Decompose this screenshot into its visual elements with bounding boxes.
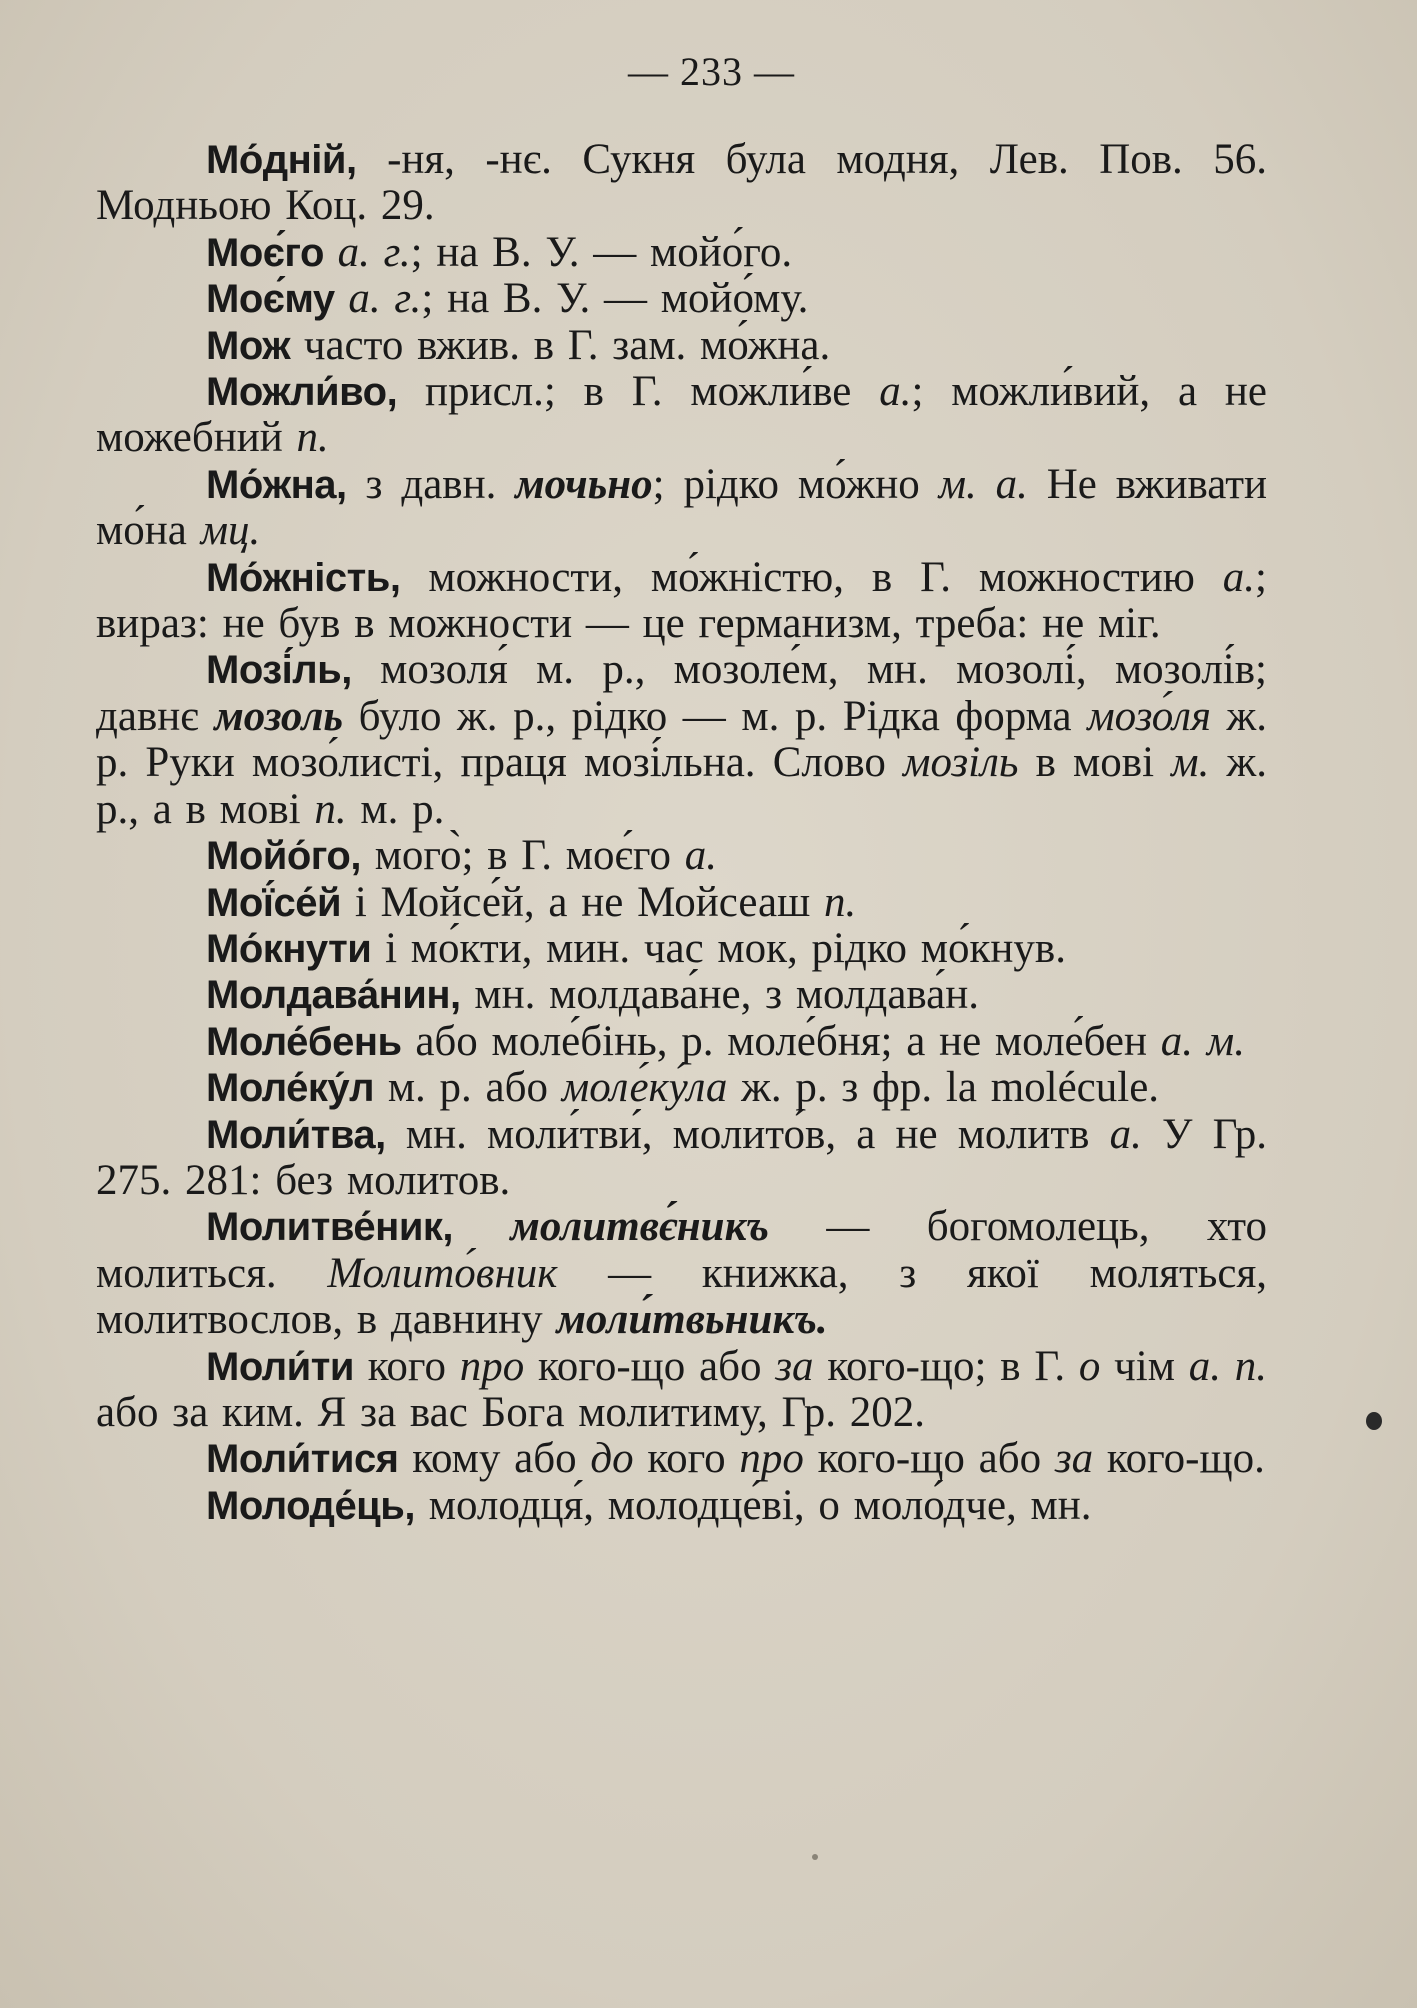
page-number: — 233 — xyxy=(628,49,795,94)
entry-text: кого-що; в Г. xyxy=(813,1342,1079,1390)
entry-text: ж. р. Руки мозо́листі, праця мозі́льна. Слово xyxy=(96,692,1268,787)
entry-text xyxy=(324,229,338,276)
dictionary-entry xyxy=(96,880,1267,926)
entry-text: мого̀; в Г. моє́го xyxy=(360,832,685,880)
entry-text: ж. р., а в мові xyxy=(96,739,1267,833)
entry-text: можности, мо́жністю, в Г. можностию xyxy=(400,553,1223,601)
entry-headword: Мож xyxy=(206,323,291,368)
dictionary-entry xyxy=(96,462,1267,555)
dictionary-entry xyxy=(96,137,1267,230)
entry-text xyxy=(453,1203,510,1250)
entry-text: чім xyxy=(1100,1342,1189,1390)
entry-headword: Молитве́ник, xyxy=(206,1205,454,1250)
entry-italic-text: мозо́ля xyxy=(1087,692,1211,740)
entry-text: ж. р. з фр. la molécule. xyxy=(727,1064,1160,1112)
entry-text: в мові xyxy=(1018,739,1172,787)
entry-italic-text: а. xyxy=(684,832,717,880)
entry-headword: Мої́се́й xyxy=(206,880,342,925)
entry-italic-text: а. г. xyxy=(337,228,411,276)
entry-headword: Моле́бень xyxy=(206,1019,402,1064)
entry-text: мн. молдава́не, з молдава́н. xyxy=(460,971,979,1019)
entry-headword: Моє́го xyxy=(206,230,324,275)
entry-italic-text: Молито́вник xyxy=(327,1249,558,1297)
entry-headword: Мо́жна, xyxy=(206,462,347,507)
entry-old-form: моли́твьникъ. xyxy=(556,1296,828,1344)
dictionary-entry xyxy=(96,323,1267,369)
entry-italic-text: п. xyxy=(314,785,347,833)
entry-text: — богомолець, хто молиться. xyxy=(96,1203,1267,1297)
dictionary-entry xyxy=(96,555,1267,648)
entry-italic-text: а. г. xyxy=(348,275,422,323)
entry-old-form: мозоль xyxy=(214,692,344,740)
entry-text: ; на В. У. — мойо́му. xyxy=(421,275,809,323)
entry-headword: Мо́дній, xyxy=(206,138,357,182)
entry-text: Не вживати мо́на xyxy=(96,460,1268,555)
dictionary-entry xyxy=(96,230,1267,276)
dictionary-entry xyxy=(96,1112,1267,1205)
ink-speck xyxy=(812,1854,818,1860)
entry-italic-text: про xyxy=(459,1342,525,1390)
entry-headword: Мо́кнути xyxy=(206,926,372,971)
entry-text: кого-що. xyxy=(1093,1435,1265,1483)
entry-text: кому або xyxy=(398,1435,591,1483)
entry-italic-text: о xyxy=(1078,1342,1101,1390)
dictionary-entry xyxy=(96,972,1267,1018)
entry-italic-text: п. xyxy=(823,878,857,926)
dictionary-entry xyxy=(96,276,1267,322)
entry-headword: Мо́жність, xyxy=(206,555,401,600)
entry-italic-text: за xyxy=(775,1342,814,1390)
entry-headword: Моли́тися xyxy=(206,1437,399,1482)
entry-text: було ж. р., рідко — м. р. Рідка форма xyxy=(343,692,1088,740)
entry-headword: Молдава́нин, xyxy=(206,973,461,1018)
entry-text: ; на В. У. — мойо́го. xyxy=(410,228,793,276)
entry-text: м. р. або xyxy=(374,1064,562,1112)
entry-italic-text: до xyxy=(590,1435,634,1483)
entry-italic-text: а. xyxy=(879,368,912,416)
ink-speck xyxy=(1366,1412,1382,1430)
dictionary-entry xyxy=(96,1483,1267,1529)
entry-text: ; можли́вий, а не можебний xyxy=(96,368,1267,462)
dictionary-entry xyxy=(96,1344,1267,1437)
entry-italic-text: а. м. xyxy=(1160,1017,1245,1065)
entry-text: — книжка, з якої моляться, молитвослов, в давнину xyxy=(96,1249,1267,1344)
dictionary-entry xyxy=(96,1019,1267,1065)
entry-headword: Моли́тва, xyxy=(206,1112,386,1157)
entry-text: з давн. xyxy=(346,460,516,508)
entry-italic-text: а. xyxy=(1109,1110,1142,1158)
entry-text: мн. моли́тви́, молито́в, а не молитв xyxy=(385,1110,1110,1158)
entry-text: ; вираз: не був в можности — це германизм, треба: не міг. xyxy=(96,553,1267,648)
entry-text: м. р. xyxy=(346,785,445,833)
entry-text xyxy=(335,275,349,322)
entry-headword: Молоде́ць, xyxy=(206,1483,415,1528)
entry-text: часто вжив. в Г. зам. мо́жна. xyxy=(290,321,831,369)
entry-text: і Мойсе́й, а не Мойсеаш xyxy=(341,878,824,926)
entry-text: або за ким. Я за вас Бога молитиму, Гр. 202. xyxy=(96,1388,925,1436)
entry-italic-text: мозіль xyxy=(903,739,1019,787)
entry-italic-text: а. п. xyxy=(1188,1342,1267,1390)
entry-italic-text: а. xyxy=(1222,553,1256,601)
entry-italic-text: м. а. xyxy=(938,460,1028,508)
dictionary-entry xyxy=(96,926,1267,972)
dictionary-entry xyxy=(96,369,1267,462)
entry-headword: Моли́ти xyxy=(206,1344,354,1389)
entry-text: кого xyxy=(353,1342,460,1390)
entry-text: молодця́, молодце́ві, о моло́дче, мн. xyxy=(414,1481,1092,1529)
entry-old-form: мочьно xyxy=(515,460,653,508)
dictionary-entry xyxy=(96,833,1267,879)
dictionary-entries xyxy=(96,137,1267,1529)
dictionary-entry xyxy=(96,1204,1267,1343)
dictionary-entry xyxy=(96,1065,1267,1111)
entry-text: кого-що або xyxy=(803,1435,1055,1483)
entry-italic-text: м. xyxy=(1171,739,1210,787)
entry-text: і мо́кти, мин. час мок, рідко мо́кнув. xyxy=(371,924,1066,972)
entry-italic-text: мц. xyxy=(200,507,261,555)
entry-headword: Моє́му xyxy=(206,277,335,322)
entry-text: кого xyxy=(633,1435,740,1483)
entry-italic-text: про xyxy=(739,1435,804,1483)
entry-headword: Мойо́го, xyxy=(206,834,361,879)
entry-text: кого-що або xyxy=(524,1342,776,1390)
entry-headword: Моле́ку́л xyxy=(206,1066,375,1111)
entry-italic-text: моле́ку́ла xyxy=(561,1064,728,1112)
entry-text: -ня, -нє. Сукня була модня, Лев. Пов. 56. Модньою Коц. 29. xyxy=(96,136,1267,230)
entry-old-form: молитвє́никъ xyxy=(510,1203,770,1251)
entry-headword: Мозі́ль, xyxy=(206,648,352,693)
entry-text: або моле́бінь, р. моле́бня; а не моле́бен xyxy=(401,1017,1161,1065)
entry-italic-text: за xyxy=(1054,1435,1094,1483)
dictionary-entry xyxy=(96,647,1267,833)
entry-text: присл.; в Г. можли́ве xyxy=(397,368,880,416)
dictionary-entry xyxy=(96,1436,1267,1482)
entry-text: У Гр. 275. 281: без молитов. xyxy=(96,1110,1267,1204)
entry-italic-text: п. xyxy=(296,414,329,462)
entry-text: мозоля́ м. р., мозоле́м, мн. мозолі́, мозолі́в; давнє xyxy=(96,646,1267,740)
entry-headword: Можли́во, xyxy=(206,370,398,415)
entry-text: ; рідко мо́жно xyxy=(652,460,939,508)
